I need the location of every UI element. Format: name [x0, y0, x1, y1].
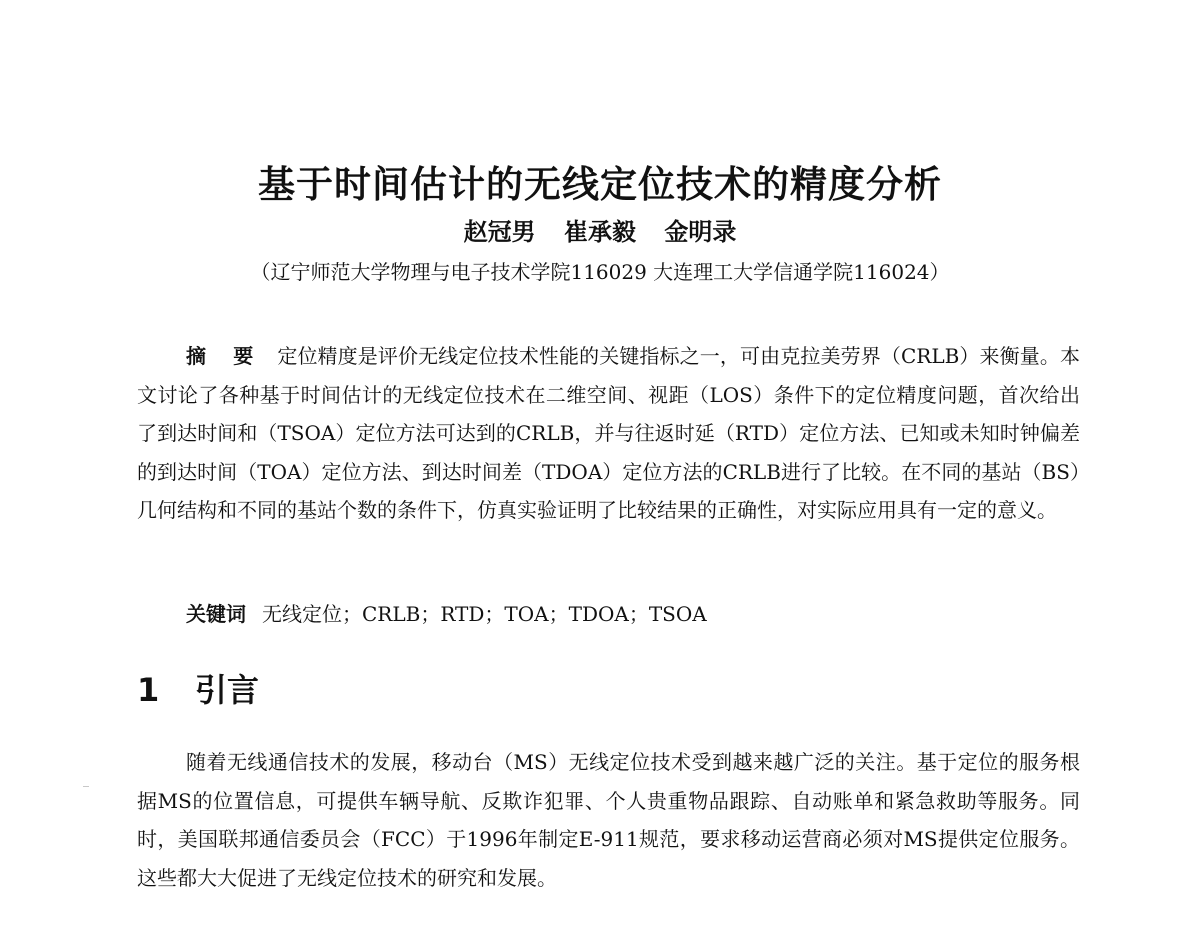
intro-paragraph: 随着无线通信技术的发展，移动台（MS）无线定位技术受到越来越广泛的关注。基于定位的服务根据MS的位置信息，可提供车辆导航、反欺诈犯罪、个人贵重物品跟踪、自动账单和紧急救助等服务。同时，美国联邦通信委员会（FCC）于1996年制定E-911规范，要求移动运营商必须对MS提供定位服务。这些都大大促进了无线定位技术的研究和发展。 — [137, 750, 1080, 890]
author-list: 赵冠男 崔承毅 金明录 — [463, 218, 737, 246]
section-number: 1 — [137, 671, 160, 709]
abstract-label: 摘 要 — [186, 344, 264, 368]
abstract — [137, 337, 1080, 530]
keywords — [186, 597, 707, 631]
keywords-text: 无线定位；CRLB；RTD；TOA；TDOA；TSOA — [262, 602, 707, 626]
section-title: 引言 — [195, 671, 260, 709]
scan-margin-mark — [83, 786, 89, 787]
abstract-text: 定位精度是评价无线定位技术性能的关键指标之一，可由克拉美劳界（CRLB）来衡量。本文讨论了各种基于时间估计的无线定位技术在二维空间、视距（LOS）条件下的定位精度问题，首次给出了到达时间和（TSOA）定位方法可达到的CRLB，并与往返时延（RTD）定位方法、已知或未知时钟偏差的到达时间（TOA）定位方法、到达时间差（TDOA）定位方法的CRLB进行了比较。在不同的基站（BS）几何结构和不同的基站个数的条件下，仿真实验证明了比较结果的正确性，对实际应用具有一定的意义。 — [137, 344, 1081, 522]
section-heading — [137, 668, 259, 712]
paper-title: 基于时间估计的无线定位技术的精度分析 — [258, 163, 942, 206]
affiliation: （辽宁师范大学物理与电子技术学院116029 大连理工大学信通学院116024） — [250, 260, 950, 284]
keywords-label: 关键词 — [186, 602, 246, 626]
